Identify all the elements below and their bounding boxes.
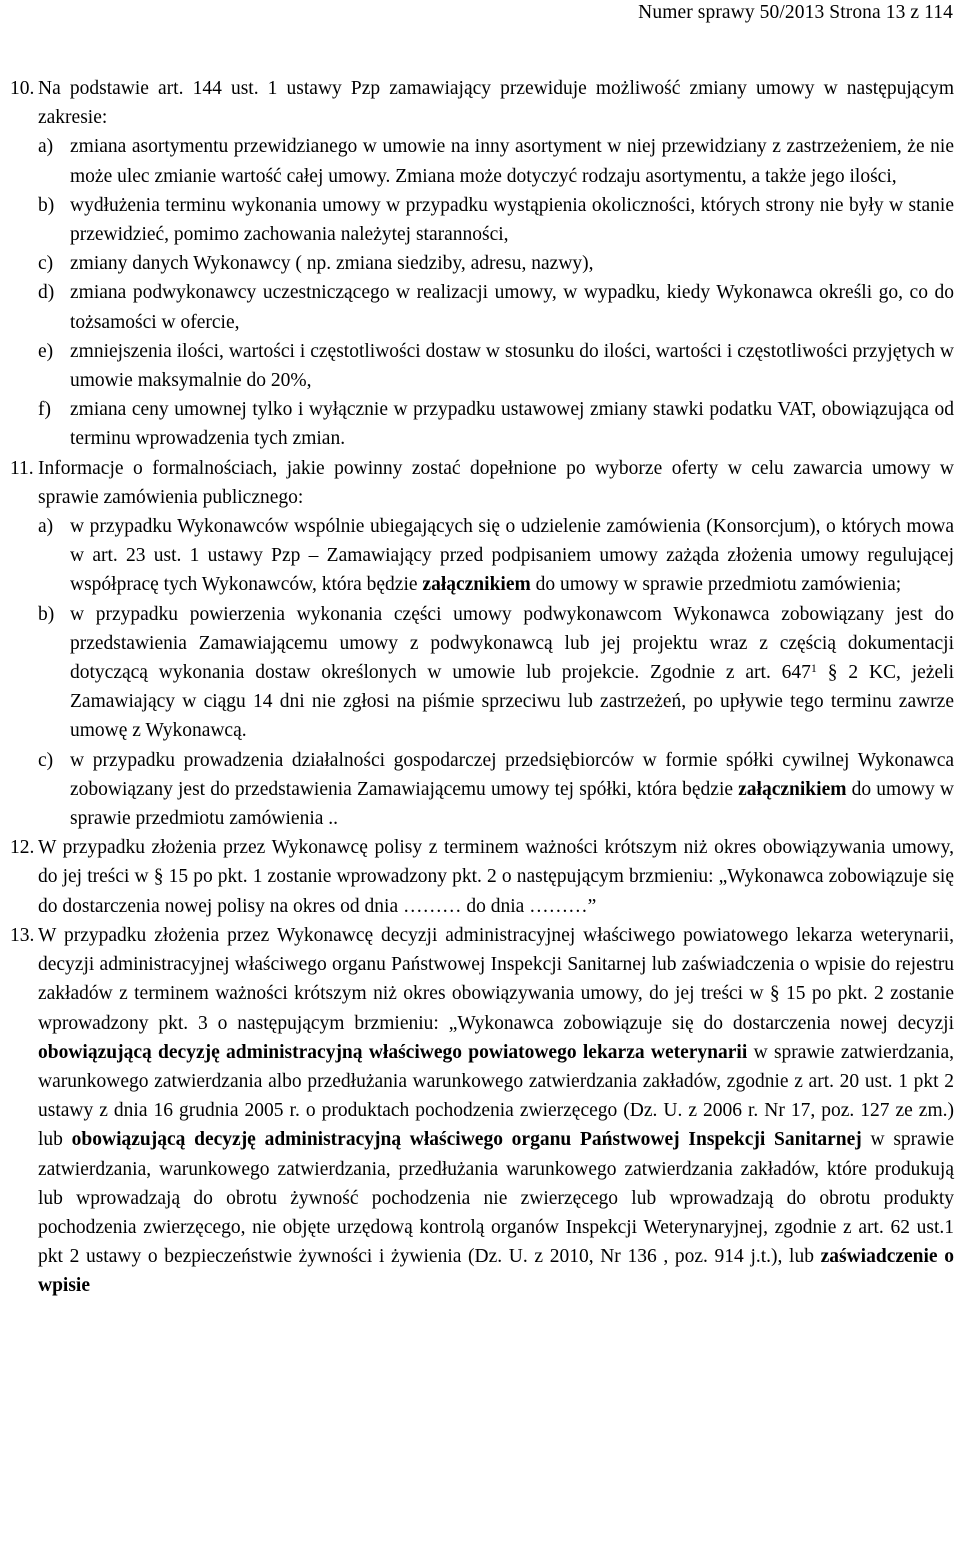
bold-run: załącznikiem xyxy=(422,574,531,596)
subitem-e xyxy=(38,337,954,395)
subitem-text: zmiana asortymentu przewidzianego w umowie na inny asortyment w niej przewidziany z zastrzeżeniem, że nie może ulec zmianie wartość całej umowy. Zmiana może dotyczyć rodzaju asortymentu, a także jego ilości, xyxy=(70,136,954,187)
subitem-letter: c) xyxy=(38,253,54,275)
list-item-10 xyxy=(10,74,954,454)
subitem-b xyxy=(38,191,954,249)
subitem-letter: e) xyxy=(38,340,54,362)
item-content xyxy=(38,454,954,834)
subitem-letter: f) xyxy=(38,399,51,421)
item-number: 11. xyxy=(10,457,34,479)
subitem-letter: d) xyxy=(38,282,55,304)
document-body xyxy=(10,74,954,1301)
subitem-letter: c) xyxy=(38,749,54,771)
text-run: w przypadku Wykonawców wspólnie ubiegających się o udzielenie zamówienia (Konsorcjum), o których mowa w art. 23 ust. 1 ustawy Pzp – Zamawiający przed podpisaniem umowy zażąda złożenia umowy regulującej współpracę tych Wykonawców, która będzie xyxy=(70,516,954,596)
item-text: W przypadku złożenia przez Wykonawcę polisy z terminem ważności krótszym niż okres obowiązywania umowy, do jej treści w § 15 po pkt. 1 zostanie wprowadzony pkt. 2 o następującym brzmieniu: „Wykonawca zobowiązuje się do dostarczenia nowej polisy na okres od dnia ……… do dnia ………” xyxy=(38,837,954,917)
subitem-d xyxy=(38,278,954,336)
subitem-text xyxy=(70,600,954,746)
list-item-13 xyxy=(10,921,954,1301)
item-intro: Informacje o formalnościach, jakie powinny zostać dopełnione po wyborze oferty w celu zawarcia umowy w sprawie zamówienia publicznego: xyxy=(38,457,954,508)
list-item-11 xyxy=(10,454,954,834)
subitem-c xyxy=(38,746,954,834)
subitem-text xyxy=(70,512,954,600)
text-run: w sprawie zatwierdzania, warunkowego zatwierdzania albo przedłużania warunkowego zatwierdzania zakładów, zgodnie z art. 20 ust. 1 pkt 2 ustawy z dnia 16 grudnia 2005 r. o produktach pochodzenia zwierzęcego (Dz. U. z 2006 r. Nr 17, poz. 127 ze zm.) lub xyxy=(38,1041,955,1151)
subitem-letter: a) xyxy=(38,516,54,538)
subitem-letter: b) xyxy=(38,603,55,625)
subitem-a xyxy=(38,512,954,600)
subitem-c xyxy=(38,249,954,278)
bold-run: obowiązującą decyzję administracyjną właściwego powiatowego lekarza weterynarii xyxy=(38,1041,748,1063)
text-run: do umowy w sprawie przedmiotu zamówienia; xyxy=(530,574,902,596)
page-header: Numer sprawy 50/2013 Strona 13 z 114 xyxy=(638,2,953,23)
item-intro: Na podstawie art. 144 ust. 1 ustawy Pzp zamawiający przewiduje możliwość zmiany umowy w następującym zakresie: xyxy=(38,78,954,129)
subitem-f xyxy=(38,395,954,453)
list-item-12 xyxy=(10,833,954,921)
subitem-text: zmiany danych Wykonawcy ( np. zmiana siedziby, adresu, nazwy), xyxy=(70,253,594,275)
subitem-a xyxy=(38,132,954,190)
item-number: 10. xyxy=(10,78,35,99)
text-run: w sprawie zatwierdzania, warunkowego zatwierdzania, przedłużania warunkowego zatwierdzania zakładów, które produkują lub wprowadzają do obrotu żywność pochodzenia nie zwierzęcego lub wprowadzają do obrotu produkty pochodzenia zwierzęcego, nie objęte urzędową kontrolą organów Inspekcji Weterynaryjnej, zgodnie z art. 62 ust.1 pkt 2 ustawy o bezpieczeństwie żywności i żywienia (Dz. U. z 2010, Nr 136 , poz. 914 j.t.), lub xyxy=(38,1129,954,1268)
item-content xyxy=(38,74,954,454)
subitem-letter: a) xyxy=(38,136,54,158)
subitem-b xyxy=(38,600,954,746)
bold-run: zaświadczenie o wpisie xyxy=(38,1246,954,1297)
item-number: 13. xyxy=(10,924,35,946)
subitem-text: zmiana podwykonawcy uczestniczącego w realizacji umowy, w wypadku, kiedy Wykonawca określi go, co do tożsamości w ofercie, xyxy=(70,282,954,333)
text-run: do umowy w sprawie przedmiotu zamówienia .. xyxy=(70,778,954,830)
bold-run: obowiązującą decyzję administracyjną właściwego organu Państwowej Inspekcji Sanitarnej xyxy=(71,1129,862,1151)
subitem-text: wydłużenia terminu wykonania umowy w przypadku wystąpienia okoliczności, których strony nie były w stanie przewidzieć, pomimo zachowania należytej staranności, xyxy=(70,194,954,246)
text-run: w przypadku powierzenia wykonania części umowy podwykonawcom Wykonawca zobowiązany jest do przedstawienia Zamawiającemu umowy z podwykonawcą lub jej projektu wraz z częścią dokumentacji dotyczącą wykonania dostaw określonych w umowie lub projekcie. Zgodnie z art. 647 xyxy=(70,603,954,684)
text-run: § 2 KC, jeżeli Zamawiający w ciągu 14 dni nie zgłosi na piśmie sprzeciwu lub zastrzeżeń, po upływie tego terminu zawrze umowę z Wykonawcą. xyxy=(70,662,954,742)
item-number: 12. xyxy=(10,837,35,859)
subitem-text: zmiana ceny umownej tylko i wyłącznie w przypadku ustawowej zmiany stawki podatku VAT, obowiązująca od terminu wprowadzenia tych zmian. xyxy=(70,399,954,450)
text-run: W przypadku złożenia przez Wykonawcę decyzji administracyjnej właściwego powiatowego lekarza weterynarii, decyzji administracyjnej właściwego organu Państwowej Inspekcji Sanitarnej lub zaświadczenia o wpisie do rejestru zakładów z terminem ważności krótszym niż okres obowiązywania umowy, do jej treści w § 15 po pkt. 2 zostanie wprowadzony pkt. 3 o następującym brzmieniu: „Wykonawca zobowiązuje się do dostarczenia nowej decyzji xyxy=(38,924,954,1034)
subitem-text: zmniejszenia ilości, wartości i częstotliwości dostaw w stosunku do ilości, wartości i częstotliwości przyjętych w umowie maksymalnie do 20%, xyxy=(70,340,954,392)
subitem-text xyxy=(70,746,954,834)
text-run: w przypadku prowadzenia działalności gospodarczej przedsiębiorców w formie spółki cywilnej Wykonawca zobowiązany jest do przedstawienia Zamawiającemu umowy tej spółki, która będzie xyxy=(70,749,954,800)
superscript: 1 xyxy=(810,661,817,676)
subitem-letter: b) xyxy=(38,194,55,216)
item-text xyxy=(38,921,954,1301)
bold-run: załącznikiem xyxy=(738,778,847,800)
